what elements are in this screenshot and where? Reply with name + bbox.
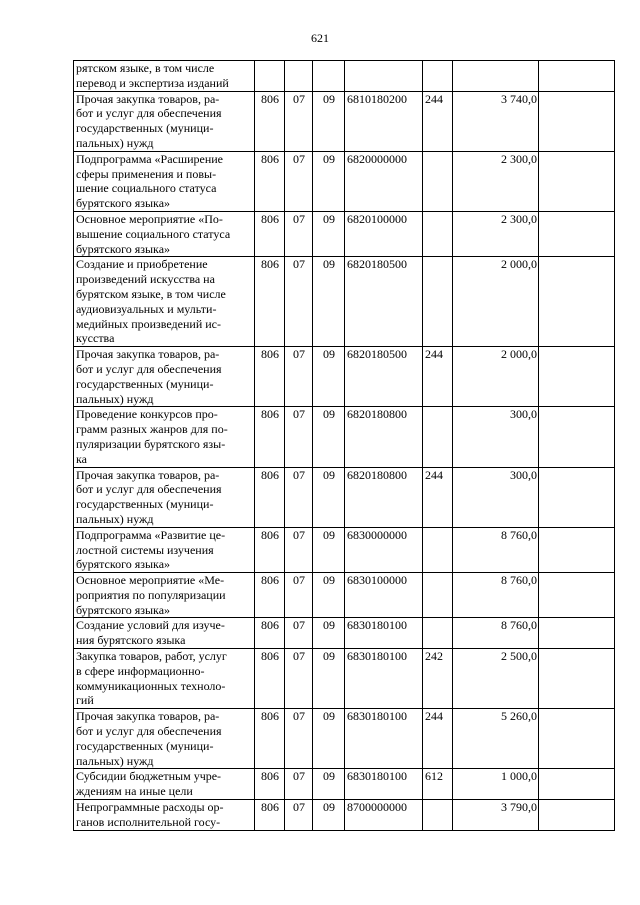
grbs-code-cell: 806 xyxy=(255,800,285,831)
grbs-code-cell: 806 xyxy=(255,618,285,649)
amount-cell: 2 000,0 xyxy=(453,347,539,407)
extra-cell xyxy=(539,61,615,92)
target-article-cell: 6820180500 xyxy=(345,257,423,347)
target-article-cell: 6820100000 xyxy=(345,211,423,256)
table-row xyxy=(74,61,615,92)
extra-cell xyxy=(539,151,615,211)
amount-cell: 300,0 xyxy=(453,407,539,467)
target-article-cell: 6830000000 xyxy=(345,527,423,572)
subsection-code-cell: 09 xyxy=(313,407,345,467)
expense-name-cell: Основное мероприятие «Ме- роприятия по популяризации бурятского языка» xyxy=(74,573,255,618)
section-code-cell: 07 xyxy=(285,527,313,572)
table-row xyxy=(74,800,615,831)
target-article-cell: 6830100000 xyxy=(345,573,423,618)
extra-cell xyxy=(539,347,615,407)
expense-type-cell xyxy=(423,211,453,256)
amount-cell: 300,0 xyxy=(453,467,539,527)
subsection-code-cell: 09 xyxy=(313,527,345,572)
target-article-cell: 6820180800 xyxy=(345,467,423,527)
target-article-cell: 6830180100 xyxy=(345,649,423,709)
expense-type-cell: 244 xyxy=(423,709,453,769)
table-row xyxy=(74,573,615,618)
table-row xyxy=(74,709,615,769)
amount-cell: 2 500,0 xyxy=(453,649,539,709)
grbs-code-cell: 806 xyxy=(255,769,285,800)
extra-cell xyxy=(539,769,615,800)
amount-cell: 8 760,0 xyxy=(453,573,539,618)
subsection-code-cell: 09 xyxy=(313,573,345,618)
expense-type-cell xyxy=(423,151,453,211)
expense-type-cell xyxy=(423,618,453,649)
expense-type-cell xyxy=(423,527,453,572)
table-row xyxy=(74,649,615,709)
budget-table xyxy=(73,60,615,831)
section-code-cell: 07 xyxy=(285,649,313,709)
table-row xyxy=(74,91,615,151)
subsection-code-cell xyxy=(313,61,345,92)
grbs-code-cell: 806 xyxy=(255,151,285,211)
table-row xyxy=(74,527,615,572)
table-row xyxy=(74,257,615,347)
subsection-code-cell: 09 xyxy=(313,800,345,831)
subsection-code-cell: 09 xyxy=(313,709,345,769)
subsection-code-cell: 09 xyxy=(313,649,345,709)
section-code-cell: 07 xyxy=(285,769,313,800)
amount-cell xyxy=(453,61,539,92)
extra-cell xyxy=(539,573,615,618)
expense-name-cell: рятском языке, в том числе перевод и экспертиза изданий xyxy=(74,61,255,92)
expense-name-cell: Создание условий для изуче- ния бурятского языка xyxy=(74,618,255,649)
table-row xyxy=(74,769,615,800)
expense-name-cell: Непрограммные расходы ор- ганов исполнительной госу- xyxy=(74,800,255,831)
amount-cell: 3 740,0 xyxy=(453,91,539,151)
grbs-code-cell: 806 xyxy=(255,573,285,618)
target-article-cell: 6830180100 xyxy=(345,618,423,649)
amount-cell: 8 760,0 xyxy=(453,618,539,649)
grbs-code-cell: 806 xyxy=(255,257,285,347)
amount-cell: 3 790,0 xyxy=(453,800,539,831)
expense-name-cell: Прочая закупка товаров, ра- бот и услуг для обеспечения государственных (муници- пальных) нужд xyxy=(74,91,255,151)
subsection-code-cell: 09 xyxy=(313,347,345,407)
subsection-code-cell: 09 xyxy=(313,91,345,151)
table-row xyxy=(74,347,615,407)
grbs-code-cell: 806 xyxy=(255,407,285,467)
section-code-cell: 07 xyxy=(285,257,313,347)
grbs-code-cell: 806 xyxy=(255,211,285,256)
expense-type-cell: 244 xyxy=(423,347,453,407)
extra-cell xyxy=(539,211,615,256)
table-row xyxy=(74,618,615,649)
target-article-cell: 6830180100 xyxy=(345,769,423,800)
expense-type-cell xyxy=(423,257,453,347)
table-row xyxy=(74,151,615,211)
expense-name-cell: Основное мероприятие «По- вышение социального статуса бурятского языка» xyxy=(74,211,255,256)
section-code-cell: 07 xyxy=(285,467,313,527)
extra-cell xyxy=(539,649,615,709)
grbs-code-cell: 806 xyxy=(255,527,285,572)
grbs-code-cell: 806 xyxy=(255,709,285,769)
expense-type-cell xyxy=(423,800,453,831)
target-article-cell: 6820000000 xyxy=(345,151,423,211)
extra-cell xyxy=(539,800,615,831)
amount-cell: 2 000,0 xyxy=(453,257,539,347)
expense-type-cell: 244 xyxy=(423,91,453,151)
target-article-cell: 6810180200 xyxy=(345,91,423,151)
expense-name-cell: Прочая закупка товаров, ра- бот и услуг для обеспечения государственных (муници- пальных) нужд xyxy=(74,467,255,527)
amount-cell: 2 300,0 xyxy=(453,211,539,256)
grbs-code-cell xyxy=(255,61,285,92)
section-code-cell: 07 xyxy=(285,347,313,407)
target-article-cell: 8700000000 xyxy=(345,800,423,831)
table-row xyxy=(74,211,615,256)
expense-type-cell: 242 xyxy=(423,649,453,709)
amount-cell: 1 000,0 xyxy=(453,769,539,800)
expense-name-cell: Проведение конкурсов про- грамм разных жанров для по- пуляризации бурятского язы- ка xyxy=(74,407,255,467)
table-row xyxy=(74,407,615,467)
subsection-code-cell: 09 xyxy=(313,151,345,211)
expense-type-cell: 244 xyxy=(423,467,453,527)
section-code-cell: 07 xyxy=(285,211,313,256)
target-article-cell: 6820180800 xyxy=(345,407,423,467)
grbs-code-cell: 806 xyxy=(255,91,285,151)
expense-type-cell xyxy=(423,573,453,618)
expense-name-cell: Прочая закупка товаров, ра- бот и услуг для обеспечения государственных (муници- пальных) нужд xyxy=(74,709,255,769)
extra-cell xyxy=(539,91,615,151)
subsection-code-cell: 09 xyxy=(313,467,345,527)
grbs-code-cell: 806 xyxy=(255,467,285,527)
expense-type-cell: 612 xyxy=(423,769,453,800)
section-code-cell: 07 xyxy=(285,91,313,151)
grbs-code-cell: 806 xyxy=(255,649,285,709)
section-code-cell: 07 xyxy=(285,618,313,649)
target-article-cell: 6820180500 xyxy=(345,347,423,407)
section-code-cell: 07 xyxy=(285,709,313,769)
amount-cell: 2 300,0 xyxy=(453,151,539,211)
target-article-cell xyxy=(345,61,423,92)
expense-name-cell: Субсидии бюджетным учре- ждениям на иные цели xyxy=(74,769,255,800)
section-code-cell: 07 xyxy=(285,573,313,618)
extra-cell xyxy=(539,618,615,649)
amount-cell: 5 260,0 xyxy=(453,709,539,769)
subsection-code-cell: 09 xyxy=(313,211,345,256)
table-row xyxy=(74,467,615,527)
extra-cell xyxy=(539,709,615,769)
subsection-code-cell: 09 xyxy=(313,618,345,649)
expense-name-cell: Прочая закупка товаров, ра- бот и услуг для обеспечения государственных (муници- пальных) нужд xyxy=(74,347,255,407)
extra-cell xyxy=(539,467,615,527)
expense-name-cell: Создание и приобретение произведений искусства на бурятском языке, в том числе аудиовизуальных и мульти- медийных произведений ис- кусства xyxy=(74,257,255,347)
grbs-code-cell: 806 xyxy=(255,347,285,407)
section-code-cell: 07 xyxy=(285,151,313,211)
expense-type-cell xyxy=(423,61,453,92)
expense-type-cell xyxy=(423,407,453,467)
subsection-code-cell: 09 xyxy=(313,769,345,800)
expense-name-cell: Подпрограмма «Развитие це- лостной системы изучения бурятского языка» xyxy=(74,527,255,572)
target-article-cell: 6830180100 xyxy=(345,709,423,769)
expense-name-cell: Подпрограмма «Расширение сферы применения и повы- шение социального статуса бурятского языка» xyxy=(74,151,255,211)
section-code-cell: 07 xyxy=(285,800,313,831)
extra-cell xyxy=(539,257,615,347)
section-code-cell xyxy=(285,61,313,92)
section-code-cell: 07 xyxy=(285,407,313,467)
expense-name-cell: Закупка товаров, работ, услуг в сфере информационно- коммуникационных техноло- гий xyxy=(74,649,255,709)
page-number: 621 xyxy=(311,31,329,45)
amount-cell: 8 760,0 xyxy=(453,527,539,572)
extra-cell xyxy=(539,407,615,467)
extra-cell xyxy=(539,527,615,572)
subsection-code-cell: 09 xyxy=(313,257,345,347)
table-body xyxy=(74,61,615,831)
